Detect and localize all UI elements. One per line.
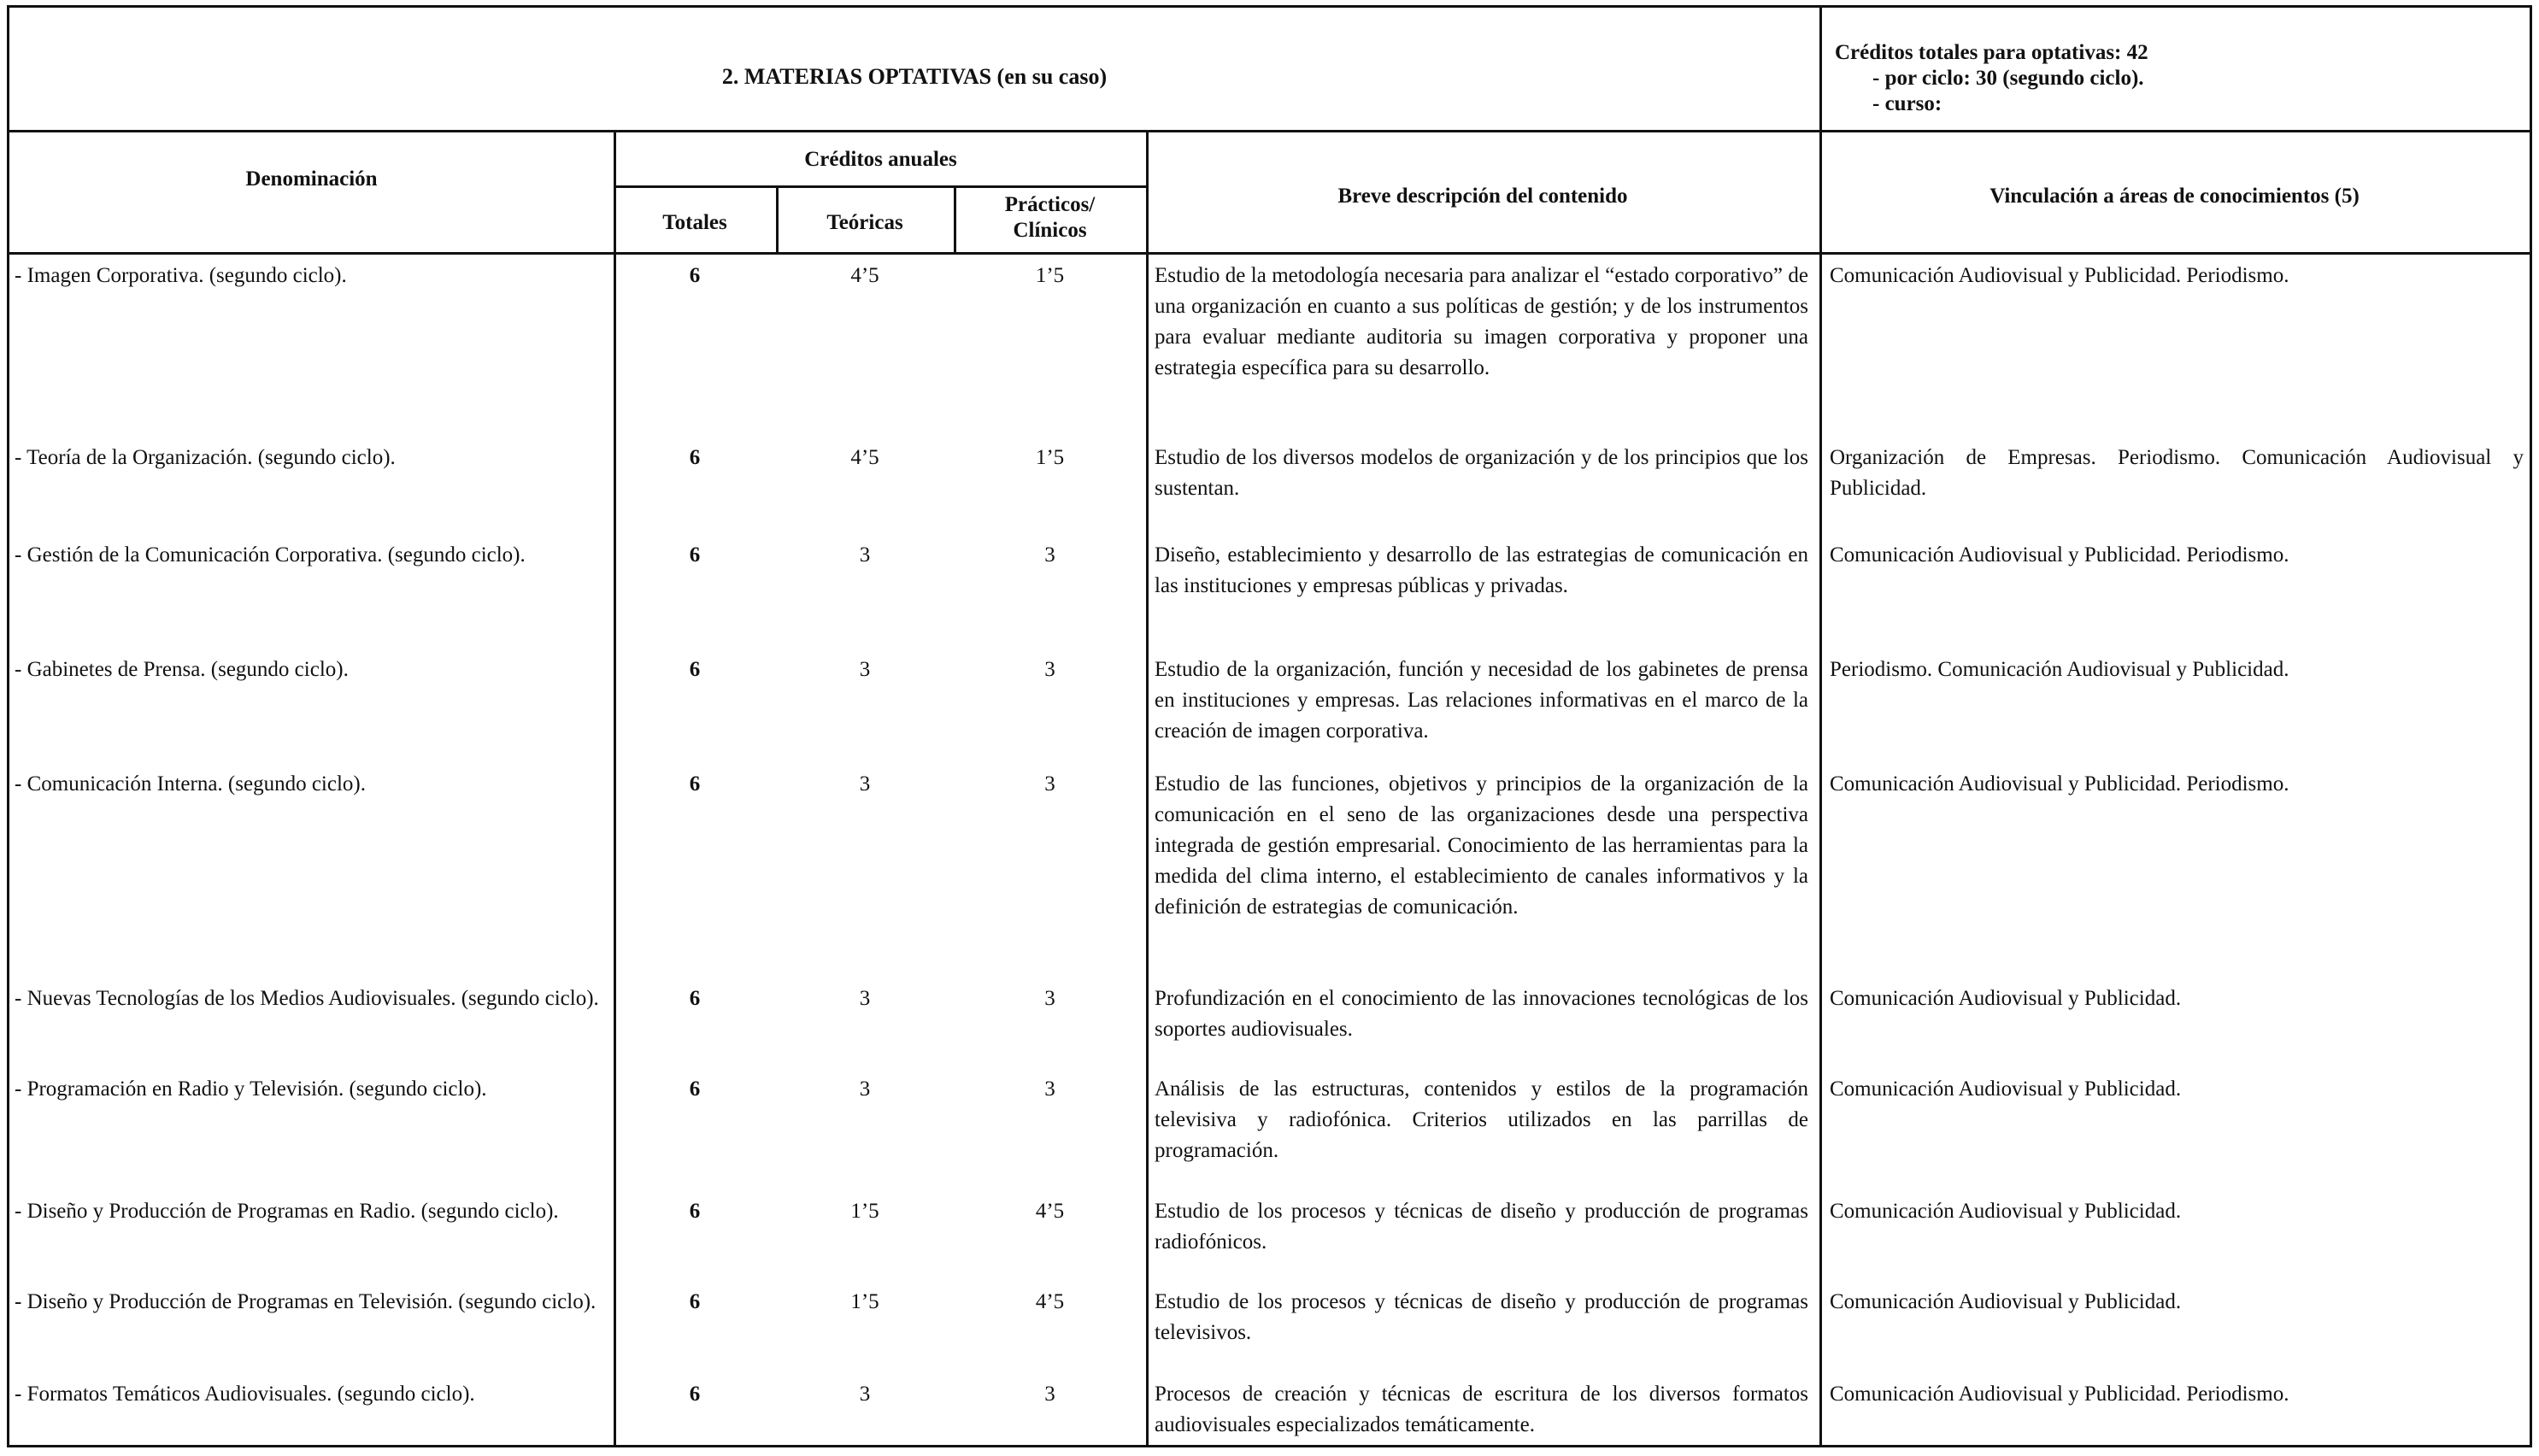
credits-ciclo-line: - por ciclo: 30 (segundo ciclo). — [1872, 67, 2144, 90]
row-totales: 6 — [689, 264, 701, 287]
row-descripcion: Profundización en el conocimiento de las innovaciones tecnológicas de los soportes audiovisuales. — [1155, 987, 1808, 1041]
row-practicos: 3 — [1044, 543, 1055, 567]
row-teoricas: 3 — [859, 1077, 871, 1101]
header-practicos-line1: Prácticos/ — [1004, 193, 1096, 216]
header-practicos — [954, 192, 1146, 244]
row-vinculacion: Comunicación Audiovisual y Publicidad. — [1830, 1200, 2182, 1223]
row-teoricas: 4’5 — [850, 264, 879, 287]
row-practicos: 4’5 — [1035, 1290, 1065, 1313]
row-teoricas: 1’5 — [850, 1290, 879, 1313]
row-totales: 6 — [689, 446, 701, 469]
row-totales: 6 — [689, 1290, 701, 1313]
row-vinculacion: Comunicación Audiovisual y Publicidad. — [1830, 987, 2182, 1010]
row-practicos: 3 — [1044, 987, 1055, 1010]
row-teoricas: 4’5 — [850, 446, 879, 469]
header-creditos-anuales: Créditos anuales — [804, 148, 957, 171]
row-denominacion: - Diseño y Producción de Programas en Televisión. (segundo ciclo). — [15, 1290, 597, 1313]
row-descripcion: Estudio de la organización, función y necesidad de los gabinetes de prensa en instituciones y empresas. Las relaciones informativas en el marco de la creación de imagen corporativa. — [1155, 658, 1808, 743]
optativas-table — [7, 5, 2532, 1447]
row-vinculacion: Comunicación Audiovisual y Publicidad. Periodismo. — [1830, 543, 2289, 567]
row-practicos: 3 — [1044, 772, 1055, 796]
row-denominacion: - Diseño y Producción de Programas en Radio. (segundo ciclo). — [15, 1200, 559, 1223]
row-denominacion: - Gabinetes de Prensa. (segundo ciclo). — [15, 658, 349, 681]
row-totales: 6 — [689, 658, 701, 681]
row-totales: 6 — [689, 1077, 701, 1101]
row-denominacion: - Formatos Temáticos Audiovisuales. (segundo ciclo). — [15, 1383, 475, 1406]
row-teoricas: 3 — [859, 1383, 871, 1406]
row-teoricas: 3 — [859, 772, 871, 796]
row-descripcion: Estudio de las funciones, objetivos y principios de la organización de la comunicación en el seno de las organizaciones desde una perspectiva integrada de gestión empresarial. Conocimiento de las herramientas para la medida del clima interno, el establecimiento de canales informativos y la definición de estrategias de comunicación. — [1155, 772, 1808, 919]
rule-below-headers — [9, 252, 2530, 255]
row-practicos: 3 — [1044, 1077, 1055, 1101]
header-totales: Totales — [662, 211, 727, 234]
row-denominacion: - Teoría de la Organización. (segundo ciclo). — [15, 446, 396, 469]
row-vinculacion: Comunicación Audiovisual y Publicidad. Periodismo. — [1830, 264, 2289, 287]
row-vinculacion: Periodismo. Comunicación Audiovisual y Publicidad. — [1830, 658, 2289, 681]
rule-creditos — [1146, 130, 1149, 1445]
row-totales: 6 — [689, 1383, 701, 1406]
row-totales: 6 — [689, 1200, 701, 1223]
row-descripcion: Diseño, establecimiento y desarrollo de las estrategias de comunicación en las instituciones y empresas públicas y privadas. — [1155, 543, 1808, 597]
row-practicos: 1’5 — [1035, 446, 1065, 469]
row-vinculacion: Comunicación Audiovisual y Publicidad. Periodismo. — [1830, 772, 2289, 796]
row-totales: 6 — [689, 772, 701, 796]
row-descripcion: Estudio de los procesos y técnicas de diseño y producción de programas radiofónicos. — [1155, 1200, 1808, 1253]
row-teoricas: 3 — [859, 987, 871, 1010]
header-descripcion: Breve descripción del contenido — [1337, 185, 1628, 208]
row-practicos: 3 — [1044, 658, 1055, 681]
row-denominacion: - Comunicación Interna. (segundo ciclo). — [15, 772, 366, 796]
header-practicos-line2: Clínicos — [1013, 219, 1087, 242]
row-descripcion: Análisis de las estructuras, contenidos y estilos de la programación televisiva y radiofónica. Criterios utilizados en las parrillas de programación. — [1155, 1077, 1808, 1162]
row-teoricas: 3 — [859, 543, 871, 567]
section-title: 2. MATERIAS OPTATIVAS (en su caso) — [721, 64, 1108, 89]
row-vinculacion: Comunicación Audiovisual y Publicidad. Periodismo. — [1830, 1383, 2289, 1406]
row-descripcion: Estudio de la metodología necesaria para analizar el “estado corporativo” de una organización en cuanto a sus políticas de gestión; y de los instrumentos para evaluar mediante auditoria su imagen corporativa y proponer una estrategia específica para su desarrollo. — [1155, 264, 1808, 379]
row-descripcion: Procesos de creación y técnicas de escritura de los diversos formatos audiovisuales especializados temáticamente. — [1155, 1383, 1808, 1436]
credits-curso-line: - curso: — [1872, 92, 1942, 115]
rule-descripcion — [1819, 8, 1822, 1445]
row-denominacion: - Programación en Radio y Televisión. (segundo ciclo). — [15, 1077, 487, 1101]
credits-summary — [1835, 40, 2148, 117]
header-denominacion: Denominación — [245, 167, 378, 191]
row-denominacion: - Imagen Corporativa. (segundo ciclo). — [15, 264, 347, 287]
row-descripcion: Estudio de los diversos modelos de organización y de los principios que los sustentan. — [1155, 446, 1808, 500]
row-practicos: 3 — [1044, 1383, 1055, 1406]
row-totales: 6 — [689, 987, 701, 1010]
row-denominacion: - Gestión de la Comunicación Corporativa. (segundo ciclo). — [15, 543, 526, 567]
header-teoricas: Teóricas — [826, 211, 903, 234]
row-vinculacion: Organización de Empresas. Periodismo. Comunicación Audiovisual y Publicidad. — [1830, 446, 2524, 500]
row-teoricas: 3 — [859, 658, 871, 681]
row-vinculacion: Comunicación Audiovisual y Publicidad. — [1830, 1290, 2182, 1313]
row-vinculacion: Comunicación Audiovisual y Publicidad. — [1830, 1077, 2182, 1101]
row-practicos: 4’5 — [1035, 1200, 1065, 1223]
rule-below-creditos-anuales — [614, 185, 1148, 188]
row-totales: 6 — [689, 543, 701, 567]
credits-total-line: Créditos totales para optativas: 42 — [1835, 41, 2148, 64]
row-teoricas: 1’5 — [850, 1200, 879, 1223]
row-denominacion: - Nuevas Tecnologías de los Medios Audiovisuales. (segundo ciclo). — [15, 987, 599, 1010]
header-vinculacion: Vinculación a áreas de conocimientos (5) — [1989, 185, 2360, 208]
row-practicos: 1’5 — [1035, 264, 1065, 287]
row-descripcion: Estudio de los procesos y técnicas de diseño y producción de programas televisivos. — [1155, 1290, 1808, 1344]
rule-below-title — [9, 130, 2530, 132]
